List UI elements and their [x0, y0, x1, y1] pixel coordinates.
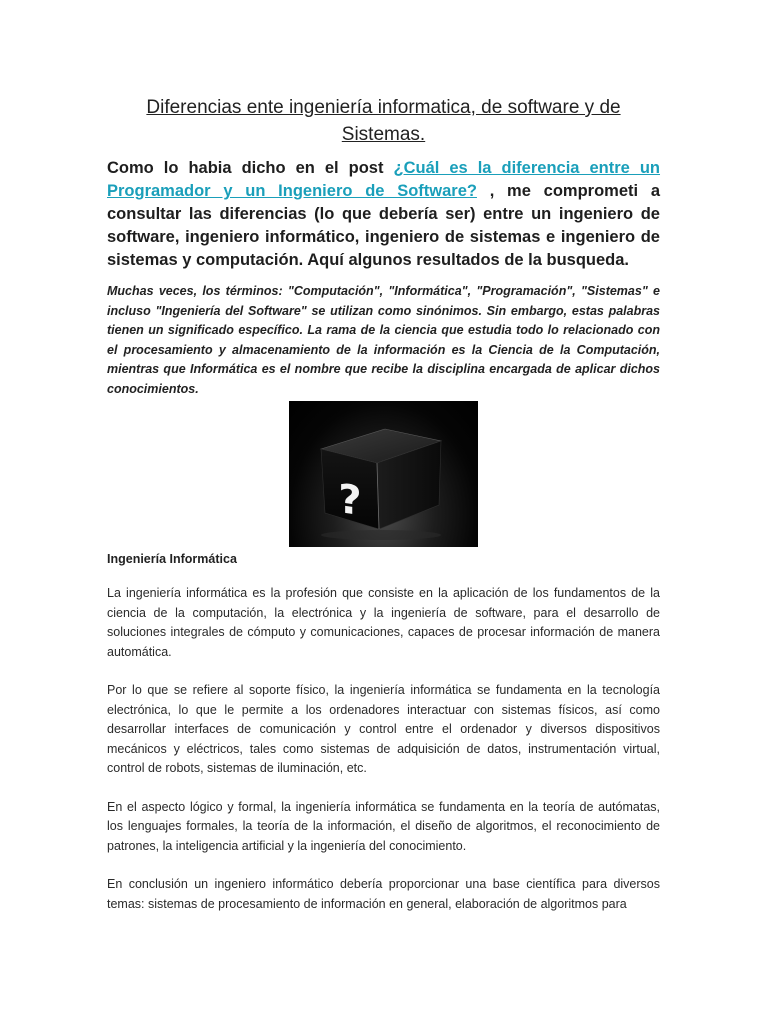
post-link[interactable]: ¿Cuál es la diferencia entre un Programador y un Ingeniero de Software?: [107, 159, 661, 200]
section-heading: Ingeniería Informática: [107, 552, 237, 566]
paragraph: Por lo que se refiere al soporte físico, la ingeniería informática se fundamenta en la tecnología electrónica, lo que le permite a los ordenadores interactuar con sistemas físicos, así como desarrollar interfaces de comunicación y control entre el ordenador y diversos dispositivos mecánicos y eléctricos, tales como sistemas de adquisición de datos, instrumentación virtual, control de robots, sistemas de iluminación, etc.: [107, 683, 660, 775]
intro-text-after: , me comprometi a consultar las diferencias (lo que debería ser) entre un ingeniero de software, ingeniero informático, ingeniero de sistemas e ingeniero de sistemas y computación. Aquí algunos resultados de la busqueda.: [107, 182, 660, 269]
page-title: Diferencias ente ingeniería informatica, de software y de Sistemas.: [146, 97, 621, 145]
paragraph: La ingeniería informática es la profesión que consiste en la aplicación de los fundamentos de la ciencia de la computación, la electrónica y la ingeniería de software, para el desarrollo de soluciones integrales de cómputo y comunicaciones, capaces de procesar información de manera automática.: [107, 586, 660, 659]
paragraph: En el aspecto lógico y formal, la ingeniería informática se fundamenta en la teoría de autómatas, los lenguajes formales, la teoría de la información, el diseño de algoritmos, el reconocimiento de patrones, la inteligencia artificial y la ingeniería del conocimiento.: [107, 799, 660, 853]
question-box-icon: [289, 401, 478, 547]
paragraph: En conclusión un ingeniero informático debería proporcionar una base científica para diversos temas: sistemas de procesamiento de información en general, elaboración de algoritmos para: [107, 877, 660, 911]
intro-text-before: Como lo habia dicho en el post: [107, 159, 394, 177]
question-box-image: [289, 401, 478, 547]
definition-quote: Muchas veces, los términos: "Computación", "Informática", "Programación", "Sistemas" e incluso "Ingeniería del Software" se utilizan como sinónimos. Sin embargo, estas palabras tienen un significado específico. La rama de la ciencia que estudia todo lo relacionado con el procesamiento y almacenamiento de la información es la Ciencia de la Computación, mientras que Informática es el nombre que recibe la disciplina encargada de aplicar dichos conocimientos.: [107, 284, 660, 396]
svg-text:?: ?: [338, 476, 362, 526]
intro-paragraph: [107, 157, 660, 272]
document-body: [107, 94, 660, 933]
